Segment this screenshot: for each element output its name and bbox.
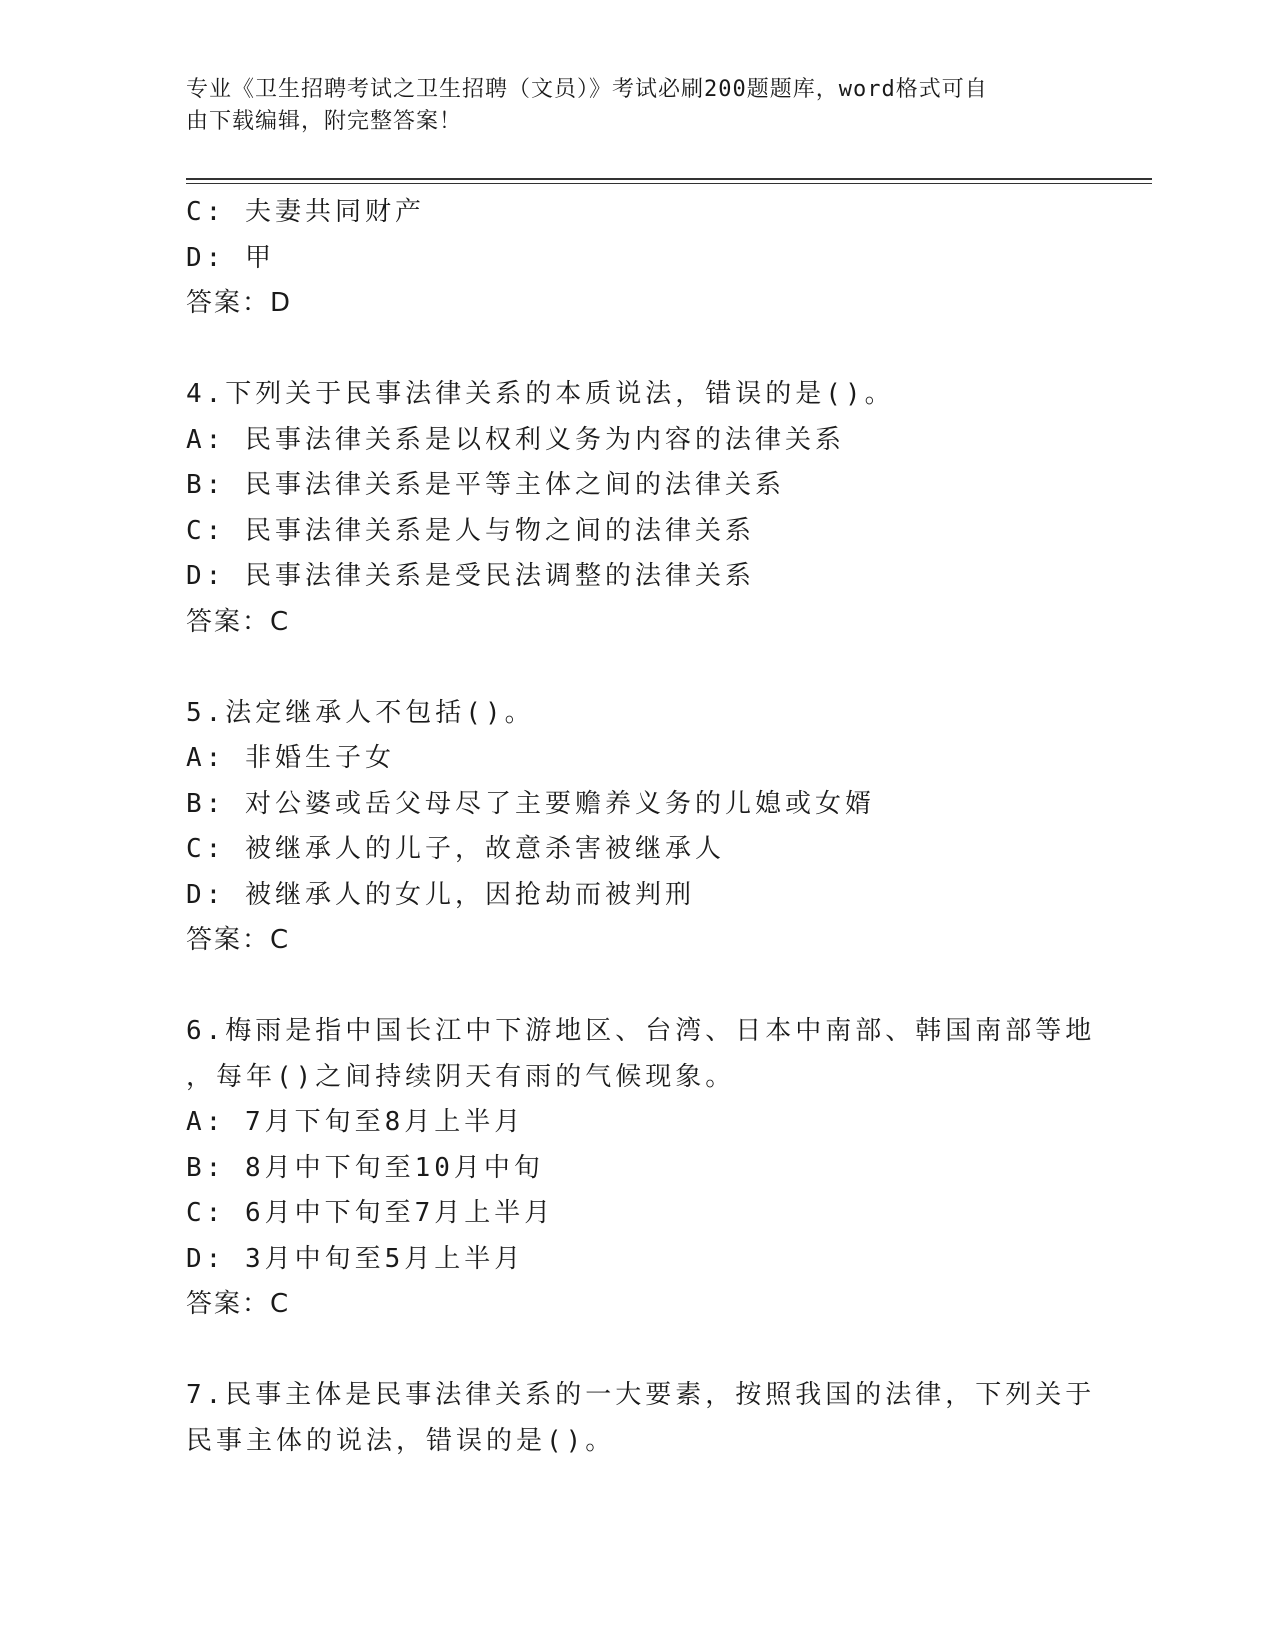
header-line-1: 专业《卫生招聘考试之卫生招聘（文员）》考试必刷200题题库，word格式可自 bbox=[186, 77, 988, 102]
question-text: 4.下列关于民事法律关系的本质说法，错误的是()。 bbox=[186, 379, 895, 409]
option-c: C: 被继承人的儿子，故意杀害被继承人 bbox=[186, 834, 725, 864]
question-6 bbox=[186, 1009, 1096, 1328]
spacer bbox=[186, 1328, 1086, 1374]
question-3-fragment bbox=[186, 190, 1086, 327]
option-c: C: 民事法律关系是人与物之间的法律关系 bbox=[186, 515, 755, 546]
option-d: D: 民事法律关系是受民法调整的法律关系 bbox=[186, 561, 755, 591]
option-b: B: 8月中下旬至10月中旬 bbox=[186, 1152, 544, 1183]
question-text-line-2: ，每年()之间持续阴天有雨的气候现象。 bbox=[186, 1061, 736, 1092]
question-4 bbox=[186, 372, 1086, 645]
option-a: A: 非婚生子女 bbox=[186, 743, 395, 773]
header-line-2: 由下载编辑，附完整答案！ bbox=[186, 109, 463, 134]
question-5 bbox=[186, 691, 1086, 964]
spacer bbox=[186, 327, 1086, 373]
question-7 bbox=[186, 1373, 1096, 1464]
answer-line: 答案：C bbox=[186, 1289, 291, 1319]
option-b: B: 对公婆或岳父母尽了主要赡养义务的儿媳或女婿 bbox=[186, 788, 875, 819]
question-text-line-1: 7.民事主体是民事法律关系的一大要素，按照我国的法律，下列关于 bbox=[186, 1380, 1096, 1410]
option-d: D: 3月中旬至5月上半月 bbox=[186, 1243, 525, 1274]
document-header bbox=[186, 74, 1066, 138]
header-rule-thin bbox=[186, 183, 1152, 184]
option-a: A: 7月下旬至8月上半月 bbox=[186, 1107, 525, 1137]
option-c: C: 夫妻共同财产 bbox=[186, 197, 425, 227]
option-a: A: 民事法律关系是以权利义务为内容的法律关系 bbox=[186, 424, 845, 455]
header-rule-thick bbox=[186, 178, 1152, 180]
option-d: D: 被继承人的女儿，因抢劫而被判刑 bbox=[186, 879, 695, 910]
question-text: 5.法定继承人不包括()。 bbox=[186, 697, 535, 728]
option-d: D: 甲 bbox=[186, 242, 275, 273]
answer-line: 答案：C bbox=[186, 925, 291, 955]
spacer bbox=[186, 645, 1086, 691]
question-list bbox=[186, 190, 1096, 1464]
option-b: B: 民事法律关系是平等主体之间的法律关系 bbox=[186, 470, 785, 500]
question-text-line-2: 民事主体的说法，错误的是()。 bbox=[186, 1425, 616, 1456]
question-text-line-1: 6.梅雨是指中国长江中下游地区、台湾、日本中南部、韩国南部等地 bbox=[186, 1016, 1096, 1046]
spacer bbox=[186, 964, 1086, 1010]
answer-line: 答案：D bbox=[186, 288, 293, 318]
answer-line: 答案：C bbox=[186, 606, 291, 637]
option-c: C: 6月中下旬至7月上半月 bbox=[186, 1198, 555, 1228]
